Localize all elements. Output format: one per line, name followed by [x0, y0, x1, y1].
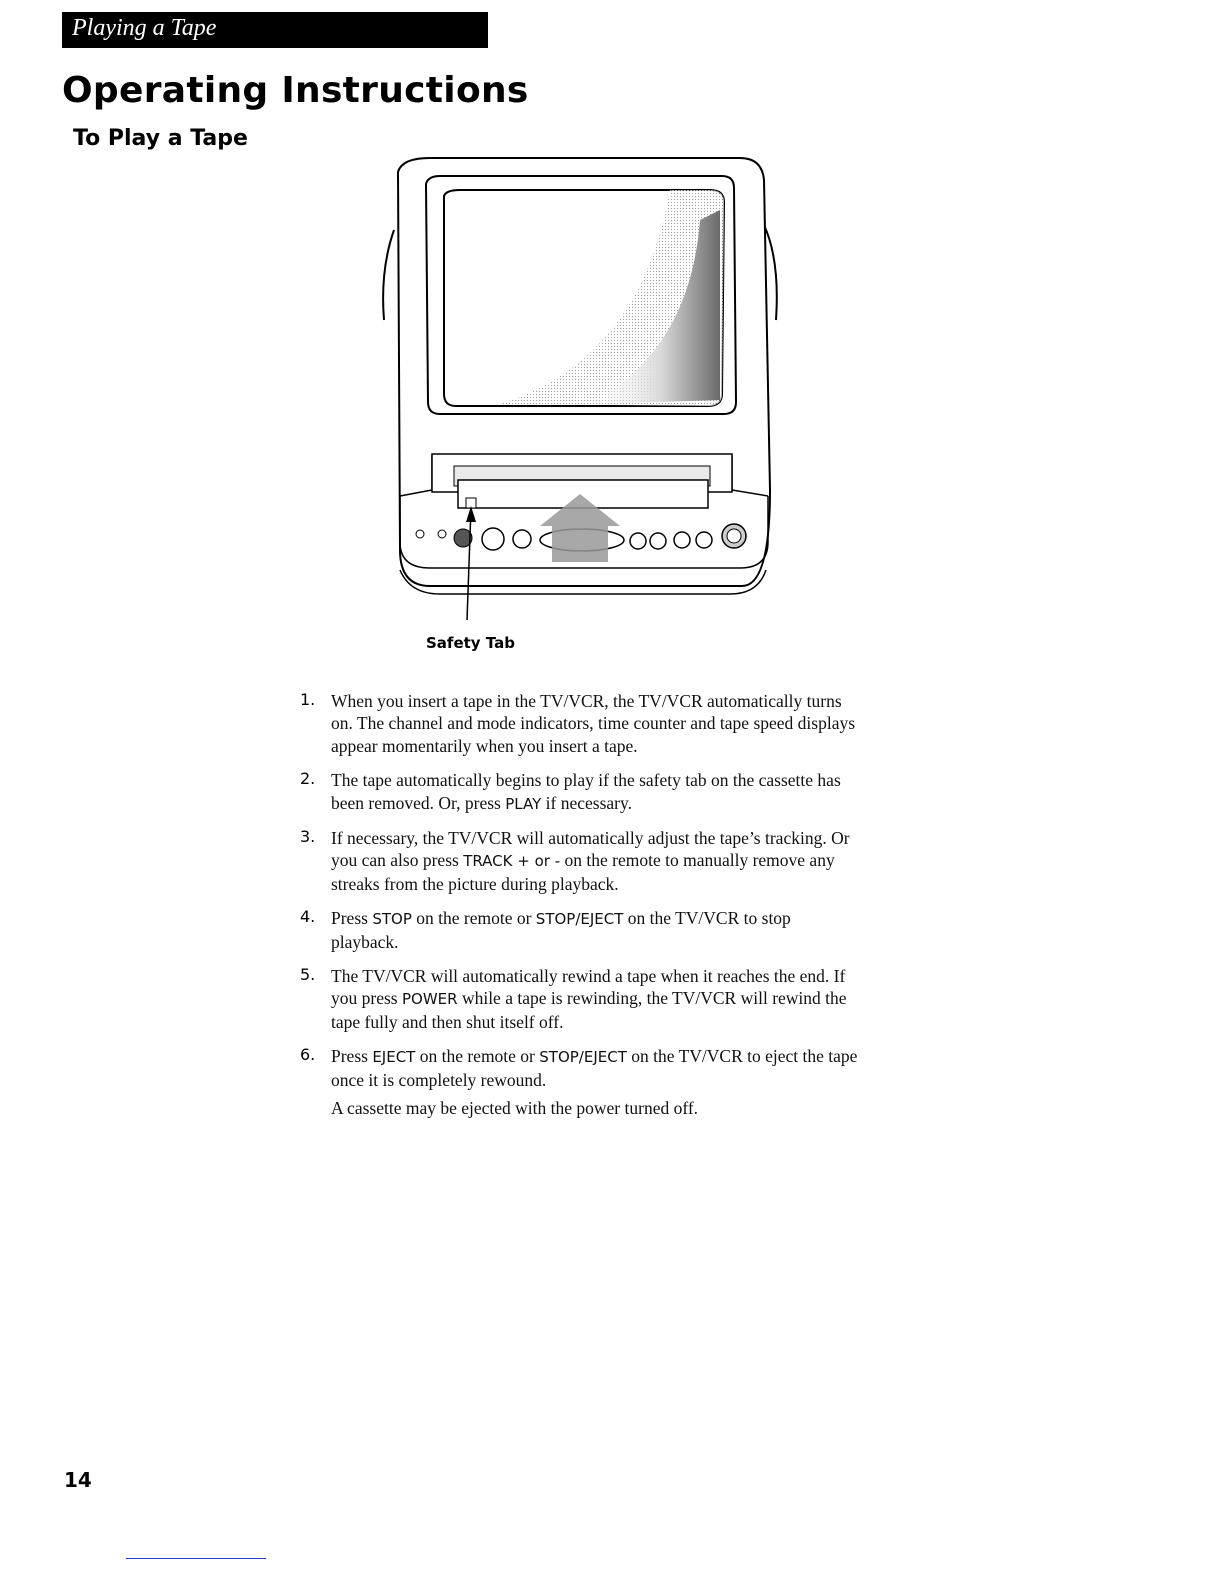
step-number: 2.	[300, 769, 316, 789]
step-keyword: TRACK + or -	[463, 852, 561, 871]
step-text-fragment: while a tape is rewinding, the TV/VCR will rewind the tape fully and then shut itself off.	[331, 988, 847, 1032]
section-header-bar	[62, 12, 488, 48]
step-text-fragment: The tape automatically begins to play if the safety tab on the cassette has been removed. Or, press	[331, 770, 841, 813]
section-header-label: Playing a Tape	[72, 15, 217, 41]
figure-caption: Safety Tab	[426, 634, 515, 652]
tv-vcr-drawing	[370, 150, 790, 630]
step-number: 5.	[300, 965, 316, 985]
step-text-fragment: on the remote to manually remove any streaks from the picture during playback.	[331, 850, 835, 894]
step-keyword: STOP	[372, 910, 412, 929]
step-keyword: PLAY	[505, 794, 542, 813]
section-title: To Play a Tape	[73, 126, 248, 151]
step-text-fragment: on the TV/VCR to eject the tape once it is completely rewound.	[331, 1046, 858, 1090]
step-2	[300, 769, 860, 815]
step-4	[300, 907, 860, 953]
step-text	[331, 1045, 860, 1091]
step-text	[331, 827, 860, 895]
step-text-fragment: if necessary.	[541, 792, 632, 813]
step-5	[300, 965, 860, 1033]
step-text-fragment: The TV/VCR will automatically rewind a tape when it reaches the end. If you press	[331, 966, 846, 1009]
step-keyword: POWER	[401, 990, 458, 1009]
step-1	[300, 690, 860, 757]
step-note: A cassette may be ejected with the power turned off.	[331, 1098, 699, 1119]
step-keyword: STOP/EJECT	[539, 1048, 627, 1067]
step-text-fragment: If necessary, the TV/VCR will automatically adjust the tape’s tracking. Or you can also press	[331, 828, 850, 871]
step-text-fragment: on the TV/VCR to stop playback.	[331, 908, 791, 952]
page-number: 14	[64, 1468, 92, 1492]
step-number: 3.	[300, 827, 316, 847]
step-text-fragment: on the remote or	[411, 908, 536, 929]
step-6	[300, 1045, 860, 1119]
step-text-fragment: Press	[331, 1046, 373, 1067]
footer-rule	[126, 1558, 266, 1559]
step-number: 4.	[300, 907, 316, 927]
step-text	[331, 965, 860, 1033]
step-text	[331, 769, 860, 815]
step-number: 1.	[300, 690, 316, 709]
step-number: 6.	[300, 1045, 316, 1065]
steps-list	[300, 690, 860, 1132]
step-text-fragment: Press	[331, 908, 373, 929]
step-text-fragment: When you insert a tape in the TV/VCR, the TV/VCR automatically turns on. The channel and mode indicators, time counter and tape speed displays appear momentarily when you insert a tape.	[331, 691, 856, 756]
step-text-fragment: on the remote or	[415, 1046, 540, 1067]
step-text	[331, 690, 860, 757]
step-keyword: EJECT	[372, 1048, 416, 1067]
step-text	[331, 907, 860, 953]
step-3	[300, 827, 860, 895]
page-title: Operating Instructions	[62, 70, 529, 111]
tv-vcr-illustration	[370, 150, 790, 652]
step-keyword: STOP/EJECT	[535, 910, 624, 929]
